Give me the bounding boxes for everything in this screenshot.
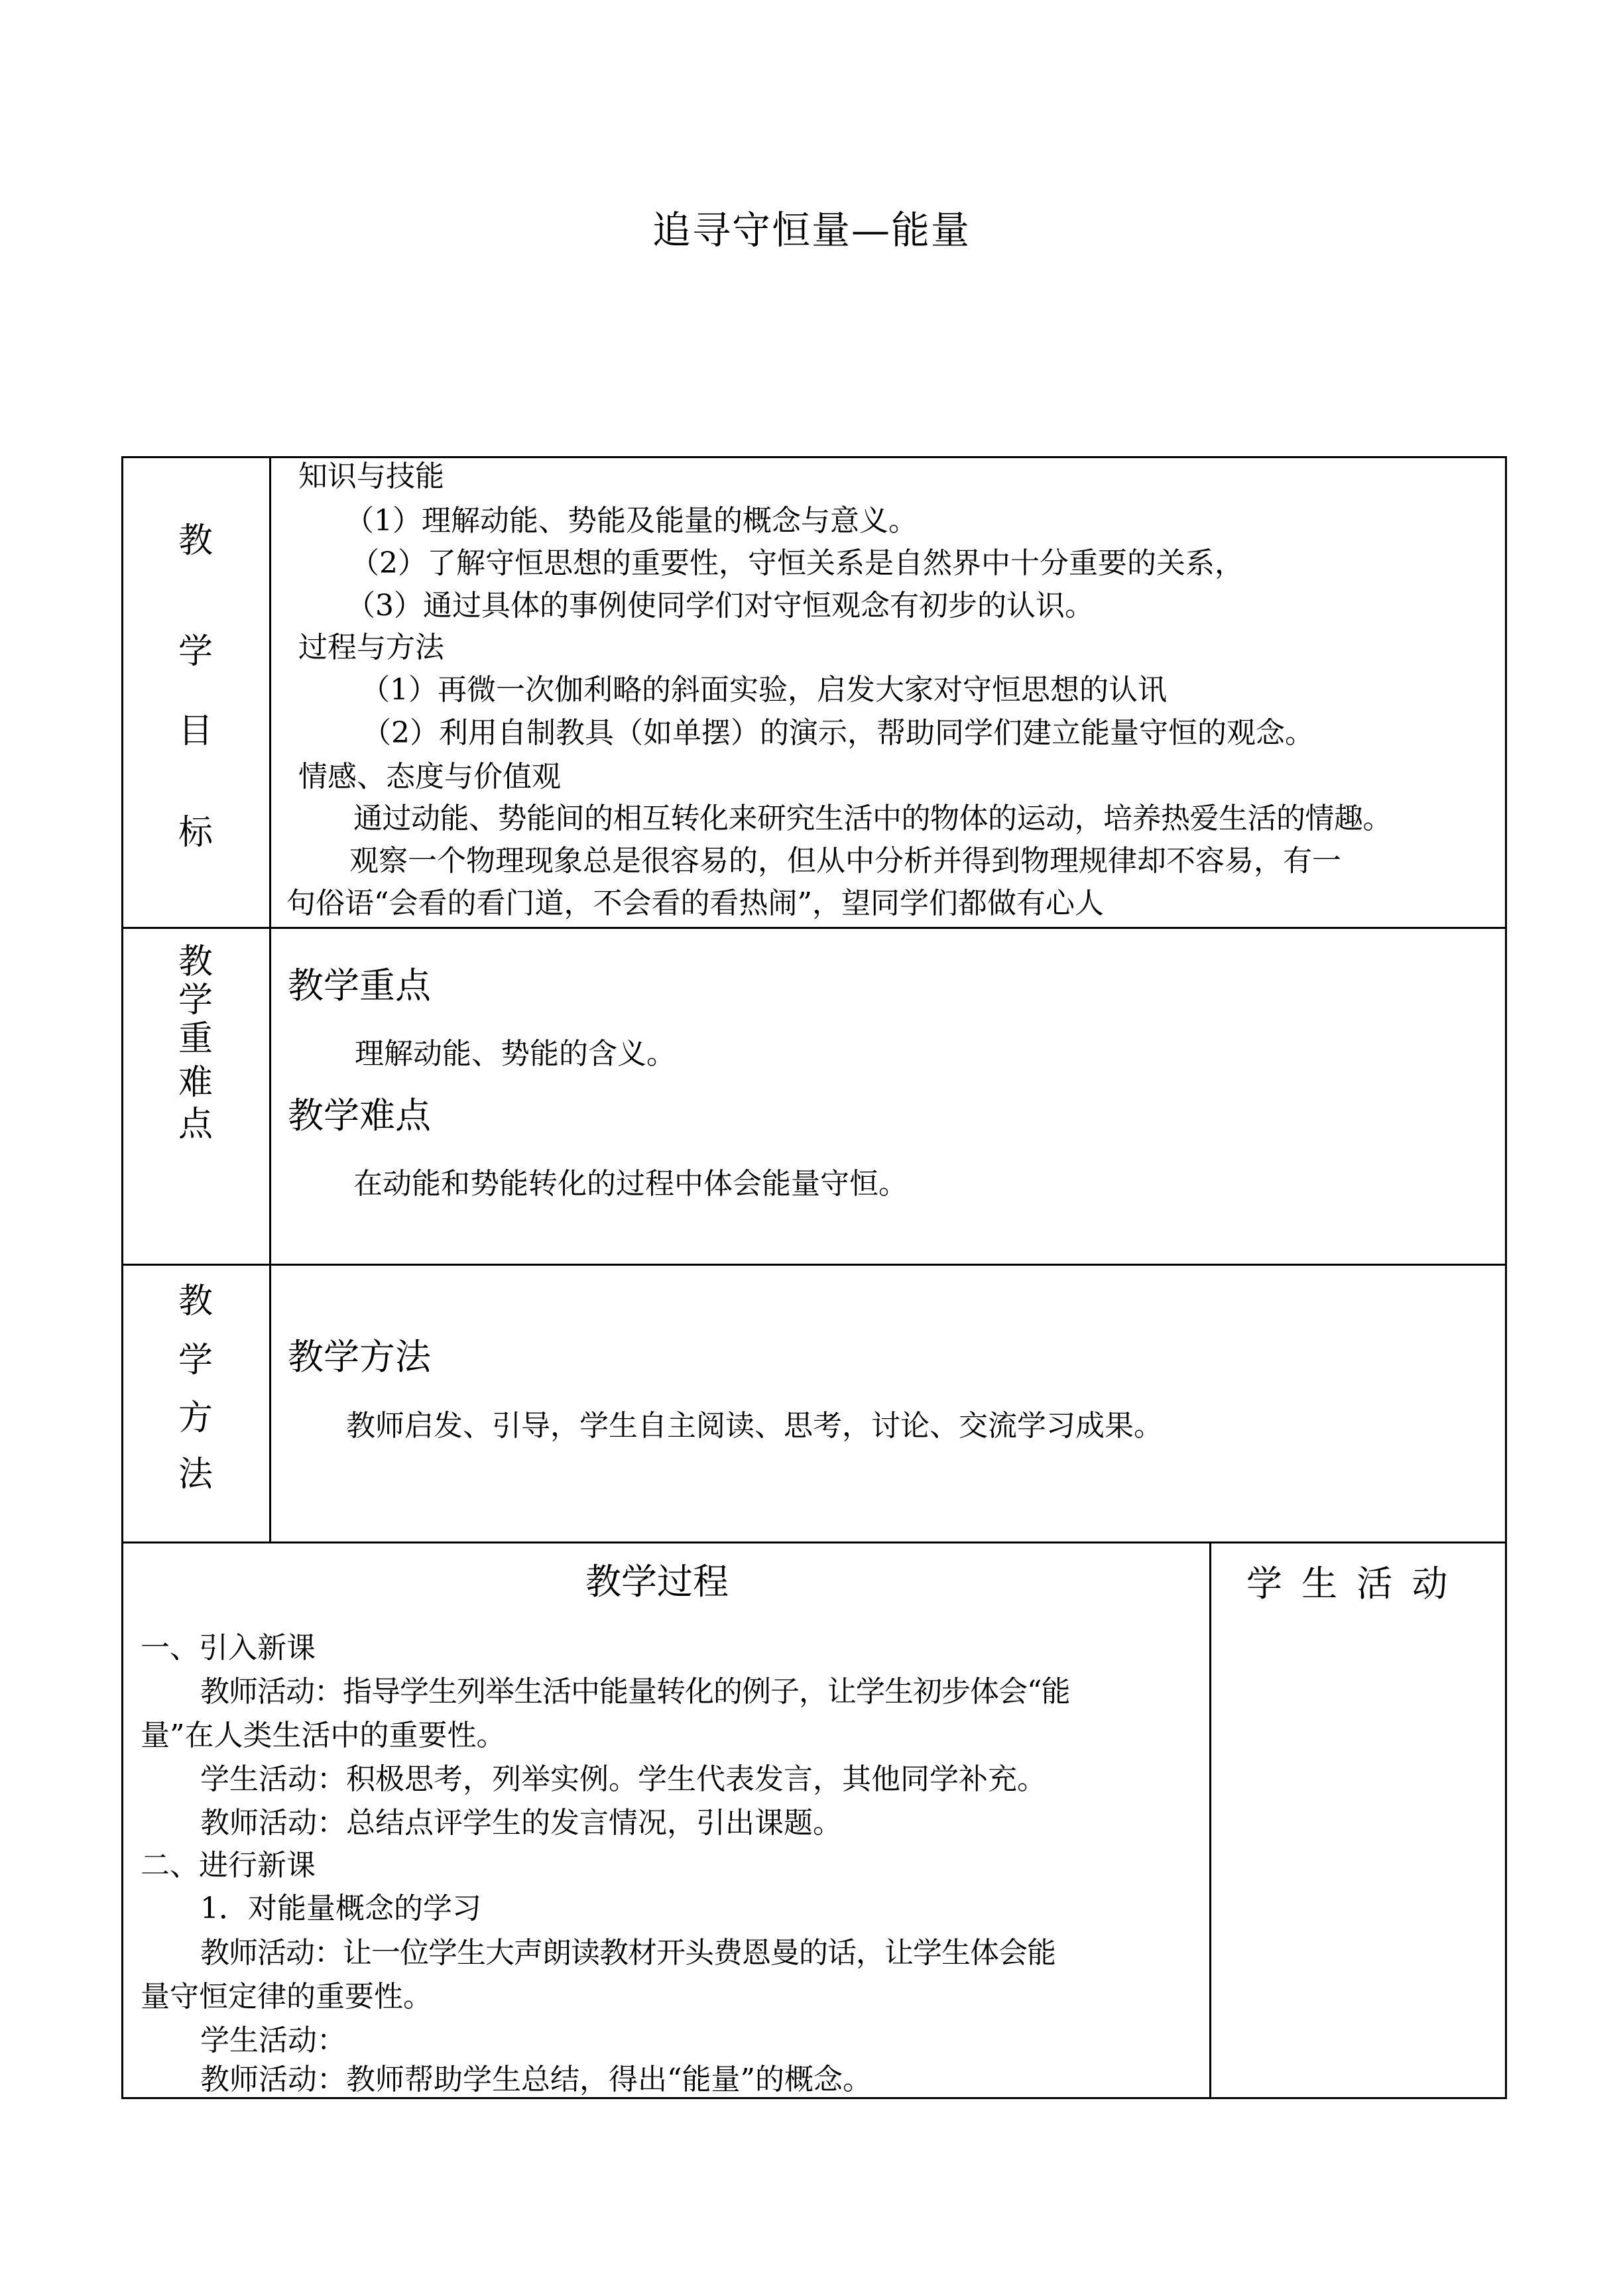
objectives-heading-process: 过程与方法 xyxy=(298,631,444,664)
label-char: 教 xyxy=(178,942,213,982)
process-line: 教师活动：让一位学生大声朗读教材开头费恩曼的话，让学生体会能 xyxy=(200,1936,1055,1970)
label-char: 方 xyxy=(178,1398,213,1438)
label-char: 标 xyxy=(178,813,213,853)
objectives-line: （1）理解动能、势能及能量的概念与意义。 xyxy=(345,504,918,538)
methods-heading: 教学方法 xyxy=(288,1336,431,1378)
objectives-line: （2）了解守恒思想的重要性，守恒关系是自然界中十分重要的关系， xyxy=(350,546,1244,580)
difficulty-heading: 教学难点 xyxy=(288,1095,431,1136)
label-char: 点 xyxy=(178,1105,213,1144)
methods-text: 教师启发、引导，学生自主阅读、思考，讨论、交流学习成果。 xyxy=(346,1409,1163,1443)
label-column-divider xyxy=(269,456,271,1543)
document-title: 追寻守恒量—能量 xyxy=(652,208,971,253)
objectives-line: （1）再微一次伽利略的斜面实验，启发大家对守恒思想的认讯 xyxy=(361,673,1167,707)
label-char: 法 xyxy=(178,1455,213,1494)
row-divider-2 xyxy=(121,1264,1507,1266)
label-char: 学 xyxy=(178,632,213,672)
process-column-divider xyxy=(1209,1541,1211,2098)
label-char: 学 xyxy=(178,1341,213,1380)
focus-text: 理解动能、势能的含义。 xyxy=(355,1037,676,1071)
objectives-line: （3）通过具体的事例使同学们对守恒观念有初步的认识。 xyxy=(346,589,1094,623)
process-line: 教师活动：指导学生列举生活中能量转化的例子，让学生初步体会“能 xyxy=(200,1675,1070,1709)
label-char: 目 xyxy=(178,711,213,751)
process-line: 量守恒定律的重要性。 xyxy=(141,1980,432,2014)
difficulty-text: 在动能和势能转化的过程中体会能量守恒。 xyxy=(353,1167,908,1201)
label-char: 教 xyxy=(178,1282,213,1321)
process-line: 学生活动：积极思考，列举实例。学生代表发言，其他同学补充。 xyxy=(200,1762,1046,1796)
process-heading: 教学过程 xyxy=(585,1561,729,1602)
focus-heading: 教学重点 xyxy=(288,965,431,1006)
process-line: 教师活动：教师帮助学生总结，得出“能量”的概念。 xyxy=(200,2063,872,2096)
objectives-line: 观察一个物理现象总是很容易的，但从中分析并得到物理规律却不容易，有一 xyxy=(349,844,1341,878)
process-line: 学生活动： xyxy=(200,2024,346,2057)
student-activity-heading: 学 生 活 动 xyxy=(1246,1563,1452,1604)
process-line: 教师活动：总结点评学生的发言情况，引出课题。 xyxy=(200,1806,842,1840)
objectives-line: （2）利用自制教具（如单摆）的演示，帮助同学们建立能量守恒的观念。 xyxy=(362,716,1314,750)
process-line: 一、引入新课 xyxy=(141,1631,316,1665)
row-divider-1 xyxy=(121,927,1507,929)
label-char: 难 xyxy=(178,1063,213,1103)
objectives-line: 通过动能、势能间的相互转化来研究生活中的物体的运动，培养热爱生活的情趣。 xyxy=(353,802,1392,835)
row-divider-3 xyxy=(121,1541,1507,1543)
label-char: 教 xyxy=(178,521,213,561)
process-line: 1．对能量概念的学习 xyxy=(200,1892,481,1925)
label-char: 学 xyxy=(178,981,213,1020)
label-char: 重 xyxy=(178,1019,213,1059)
process-line: 二、进行新课 xyxy=(141,1848,316,1882)
process-line: 量”在人类生活中的重要性。 xyxy=(141,1719,506,1752)
objectives-heading-knowledge: 知识与技能 xyxy=(298,459,444,493)
objectives-line: 句俗语“会看的看门道，不会看的看热闹”，望同学们都做有心人 xyxy=(286,886,1104,920)
objectives-heading-emotion: 情感、态度与价值观 xyxy=(298,760,561,794)
